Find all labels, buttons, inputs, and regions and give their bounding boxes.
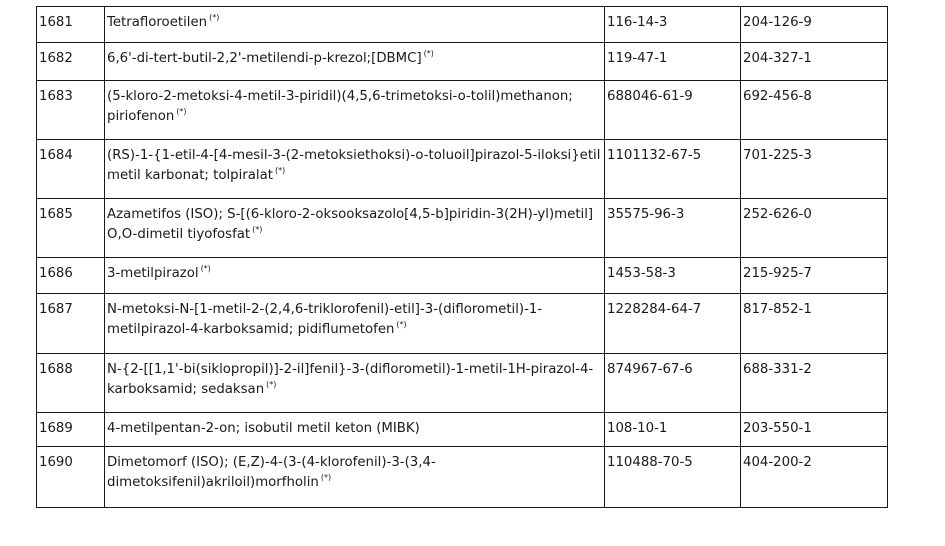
ec-number: 204-126-9 [741,7,888,43]
table-row [37,7,888,43]
table-row [37,81,888,140]
entry-number: 1687 [37,294,105,354]
substance-name: Tetrafloroetilen [107,15,208,30]
cas-number: 1453-58-3 [605,258,741,294]
table-row [37,447,888,508]
substance-name-cell [105,43,605,81]
cas-number: 35575-96-3 [605,199,741,258]
substance-name-cell [105,294,605,354]
ec-number: 204-327-1 [741,43,888,81]
substance-name-cell [105,413,605,447]
substance-name-cell [105,354,605,413]
substance-table [36,6,888,508]
entry-number: 1685 [37,199,105,258]
entry-number: 1683 [37,81,105,140]
table-row [37,140,888,199]
table-row [37,199,888,258]
table-row [37,258,888,294]
cas-number: 108-10-1 [605,413,741,447]
ec-number: 404-200-2 [741,447,888,508]
substance-name: N-metoksi-N-[1-metil-2-(2,4,6-triklorofenil)-etil]-3-(diflorometil)-1-metilpirazol-4-karboksamid; pidiflumetofen [107,302,543,337]
table-row [37,354,888,413]
substance-name: Azametifos (ISO); S-[(6-kloro-2-oksooksazolo[4,5-b]piridin-3(2H)-yl)metil] O,O-dimetil tiyofosfat [107,207,594,242]
footnote-marker: (*) [423,48,434,58]
entry-number: 1684 [37,140,105,199]
substance-name-cell [105,199,605,258]
entry-number: 1688 [37,354,105,413]
footnote-marker: (*) [266,379,277,389]
table-row [37,43,888,81]
ec-number: 701-225-3 [741,140,888,199]
footnote-marker: (*) [396,319,407,329]
ec-number: 252-626-0 [741,199,888,258]
cas-number: 874967-67-6 [605,354,741,413]
entry-number: 1686 [37,258,105,294]
footnote-marker: (*) [320,472,332,482]
ec-number: 215-925-7 [741,258,888,294]
ec-number: 817-852-1 [741,294,888,354]
footnote-marker: (*) [252,224,263,234]
ec-number: 692-456-8 [741,81,888,140]
table-row [37,294,888,354]
footnote-marker: (*) [200,263,211,273]
entry-number: 1689 [37,413,105,447]
substance-name: 4-metilpentan-2-on; isobutil metil keton (MIBK) [107,421,420,436]
entry-number: 1681 [37,7,105,43]
substance-name: (5-kloro-2-metoksi-4-metil-3-piridil)(4,5,6-trimetoksi-o-tolil)methanon; piriofenon [107,89,573,124]
footnote-marker: (*) [176,106,187,116]
table-row [37,413,888,447]
cas-number: 119-47-1 [605,43,741,81]
substance-name-cell [105,140,605,199]
substance-name-cell [105,447,605,508]
cas-number: 1228284-64-7 [605,294,741,354]
cas-number: 110488-70-5 [605,447,741,508]
substance-name-cell [105,81,605,140]
substance-name-cell [105,258,605,294]
substance-name: 6,6'-di-tert-butil-2,2'-metilendi-p-krezol;[DBMC] [107,51,422,66]
entry-number: 1690 [37,447,105,508]
ec-number: 688-331-2 [741,354,888,413]
cas-number: 116-14-3 [605,7,741,43]
footnote-marker: (*) [209,12,220,22]
substance-name: 3-metilpirazol [107,266,199,281]
ec-number: 203-550-1 [741,413,888,447]
footnote-marker: (*) [274,165,286,175]
substance-name: N-{2-[[1,1'-bi(siklopropil)]-2-il]fenil}-3-(diflorometil)-1-metil-1H-pirazol-4-karboksamid; sedaksan [107,362,594,397]
substance-name: (RS)-1-{1-etil-4-[4-mesil-3-(2-metoksiethoksi)-o-toluoil]pirazol-5-iloksi}etil metil karbonat; tolpiralat [107,148,601,183]
entry-number: 1682 [37,43,105,81]
substance-name: Dimetomorf (ISO); (E,Z)-4-(3-(4-klorofenil)-3-(3,4-dimetoksifenil)akriloil)morfholin [107,455,436,490]
substance-name-cell [105,7,605,43]
cas-number: 1101132-67-5 [605,140,741,199]
cas-number: 688046-61-9 [605,81,741,140]
